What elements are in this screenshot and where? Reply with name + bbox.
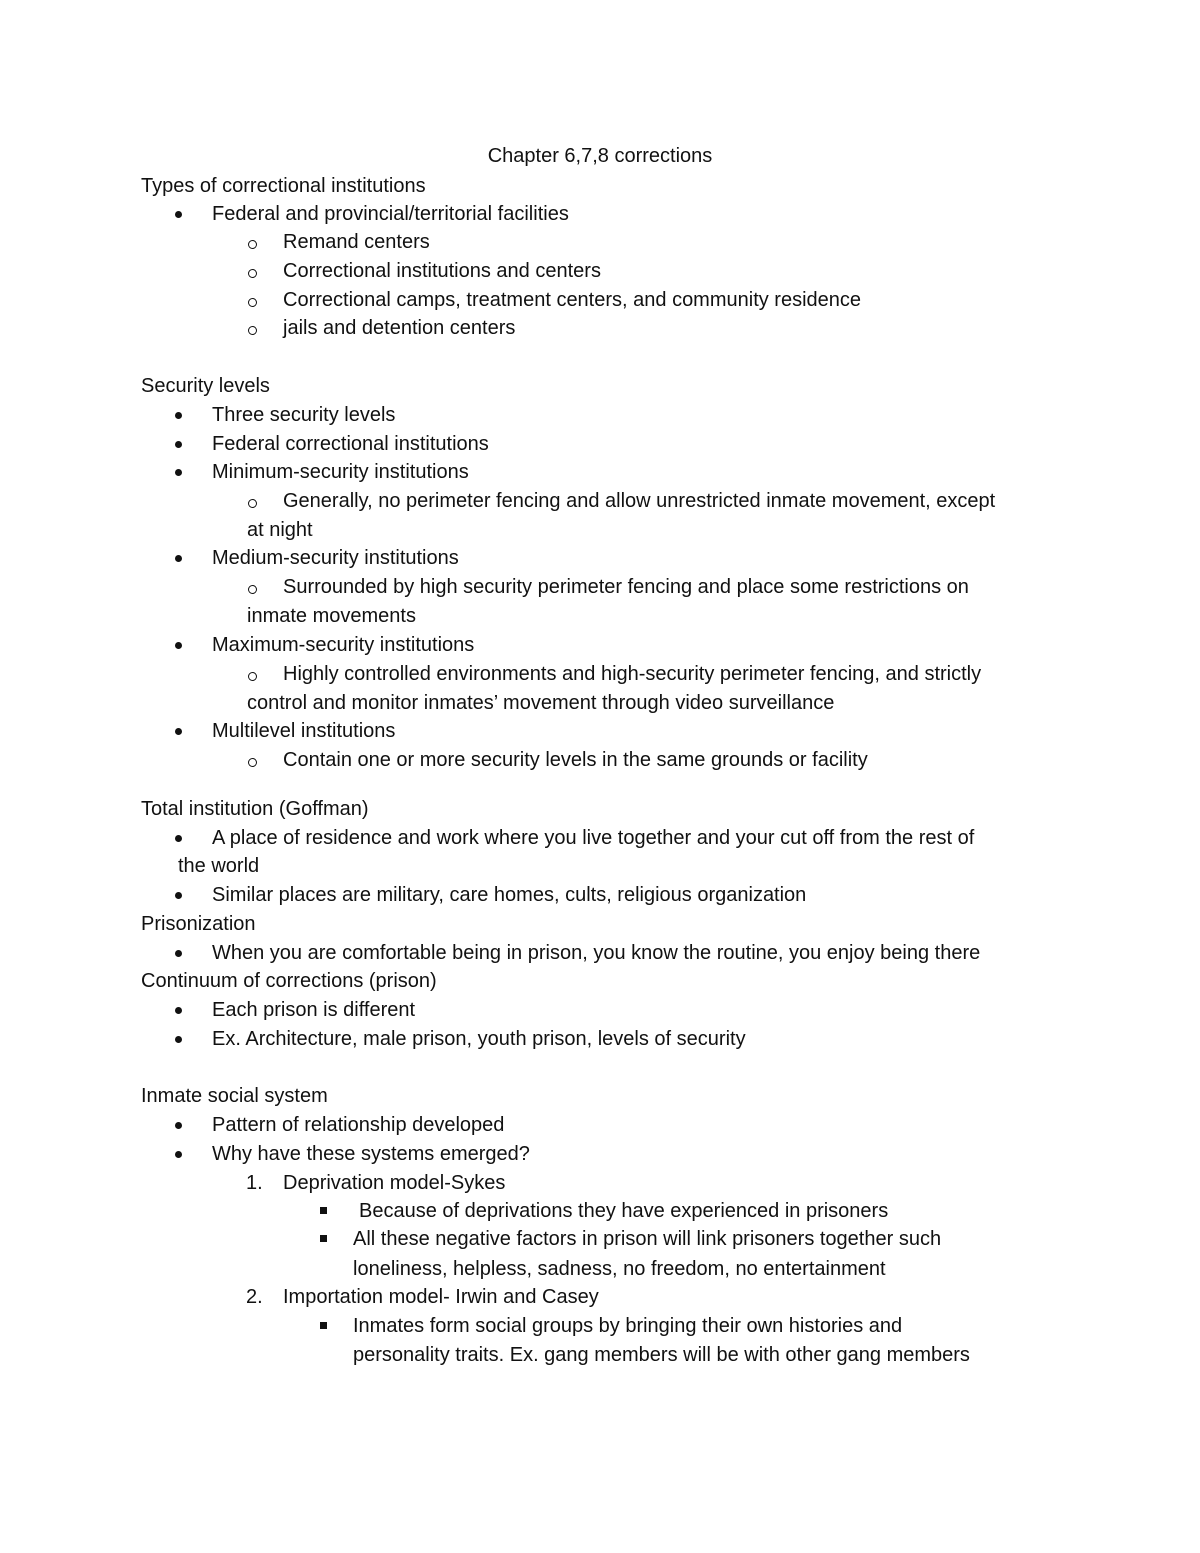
square-bullet-marker [320, 1322, 327, 1329]
numbered-marker: 2. [246, 1286, 263, 1308]
list-item: All these negative factors in prison will link prisoners together such [353, 1228, 942, 1250]
list-item: jails and detention centers [283, 317, 516, 339]
heading-inmate-social-system: Inmate social system [141, 1085, 328, 1107]
list-item: Highly controlled environments and high-security perimeter fencing, and strictly [283, 663, 982, 685]
list-item: Contain one or more security levels in the same grounds or facility [283, 749, 868, 771]
heading-prisonization: Prisonization [141, 913, 256, 935]
bullet-marker [175, 1036, 182, 1043]
list-item-continuation: personality traits. Ex. gang members will be with other gang members [353, 1344, 970, 1366]
list-item: Generally, no perimeter fencing and allow unrestricted inmate movement, except [283, 490, 996, 512]
square-bullet-marker [320, 1235, 327, 1242]
sub-bullet-marker [248, 758, 257, 767]
list-item: Minimum-security institutions [212, 461, 469, 483]
list-item-continuation: the world [178, 855, 260, 877]
list-item: Remand centers [283, 231, 430, 253]
heading-security: Security levels [141, 375, 270, 397]
heading-total-institution: Total institution (Goffman) [141, 798, 369, 820]
bullet-marker [175, 642, 182, 649]
heading-continuum: Continuum of corrections (prison) [141, 970, 437, 992]
sub-bullet-marker [248, 672, 257, 681]
list-item: Federal correctional institutions [212, 433, 489, 455]
bullet-marker [175, 892, 182, 899]
bullet-marker [175, 555, 182, 562]
list-item: When you are comfortable being in prison, you know the routine, you enjoy being there [212, 942, 981, 964]
list-item: Three security levels [212, 404, 396, 426]
bullet-marker [175, 412, 182, 419]
list-item: Medium-security institutions [212, 547, 459, 569]
bullet-marker [175, 469, 182, 476]
list-item-continuation: control and monitor inmates’ movement through video surveillance [247, 692, 835, 714]
square-bullet-marker [320, 1207, 327, 1214]
list-item: Correctional institutions and centers [283, 260, 601, 282]
list-item: Importation model- Irwin and Casey [283, 1286, 599, 1308]
sub-bullet-marker [248, 326, 257, 335]
list-item: Ex. Architecture, male prison, youth prison, levels of security [212, 1028, 746, 1050]
list-item: Multilevel institutions [212, 720, 396, 742]
list-item-continuation: at night [247, 519, 313, 541]
list-item: Inmates form social groups by bringing their own histories and [353, 1315, 903, 1337]
bullet-marker [175, 950, 182, 957]
bullet-marker [175, 1007, 182, 1014]
bullet-marker [175, 1122, 182, 1129]
sub-bullet-marker [248, 499, 257, 508]
heading-types: Types of correctional institutions [141, 175, 426, 197]
list-item: Deprivation model-Sykes [283, 1172, 506, 1194]
bullet-marker [175, 1151, 182, 1158]
bullet-marker [175, 211, 182, 218]
list-item: Maximum-security institutions [212, 634, 475, 656]
list-item: Surrounded by high security perimeter fencing and place some restrictions on [283, 576, 969, 598]
numbered-marker: 1. [246, 1172, 263, 1194]
list-item: Because of deprivations they have experienced in prisoners [359, 1200, 889, 1222]
list-item: Similar places are military, care homes, cults, religious organization [212, 884, 807, 906]
bullet-marker [175, 441, 182, 448]
list-item: Federal and provincial/territorial facilities [212, 203, 569, 225]
list-item: Correctional camps, treatment centers, and community residence [283, 289, 862, 311]
bullet-marker [175, 835, 182, 842]
list-item: Why have these systems emerged? [212, 1143, 530, 1165]
list-item: Each prison is different [212, 999, 416, 1021]
bullet-marker [175, 728, 182, 735]
list-item: A place of residence and work where you live together and your cut off from the rest of [212, 827, 975, 849]
list-item-continuation: inmate movements [247, 605, 416, 627]
sub-bullet-marker [248, 585, 257, 594]
sub-bullet-marker [248, 269, 257, 278]
document-title: Chapter 6,7,8 corrections [487, 145, 713, 167]
list-item: Pattern of relationship developed [212, 1114, 505, 1136]
list-item-continuation: loneliness, helpless, sadness, no freedom, no entertainment [353, 1258, 886, 1280]
sub-bullet-marker [248, 298, 257, 307]
sub-bullet-marker [248, 240, 257, 249]
